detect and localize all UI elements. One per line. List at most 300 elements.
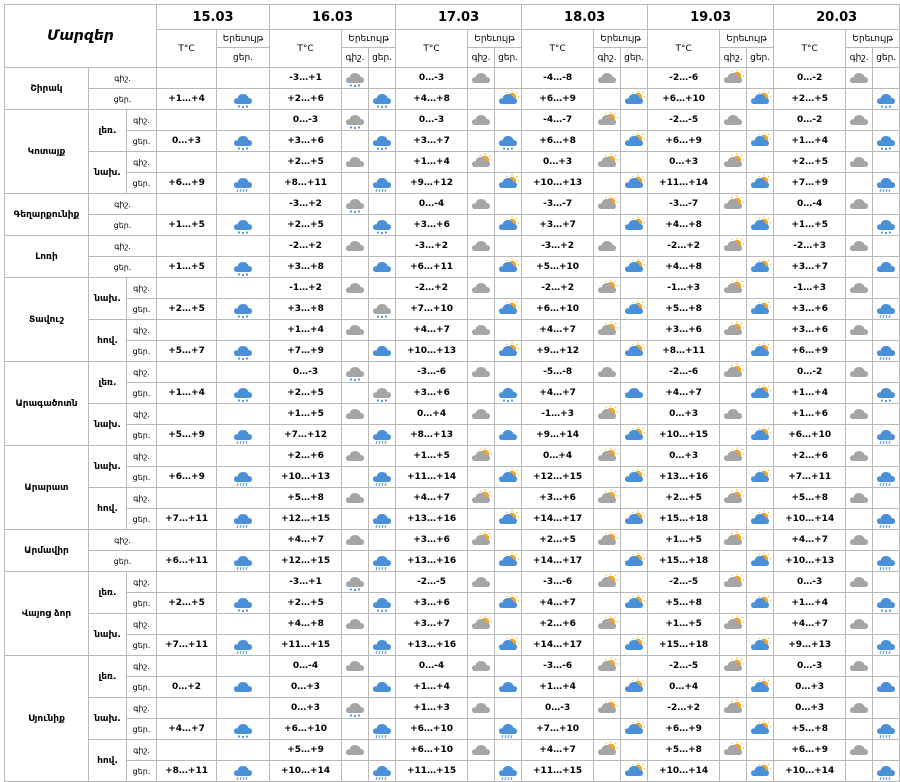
night-weather-icon <box>468 236 495 257</box>
temperature-cell: +2…+5 <box>774 89 846 110</box>
night-weather-icon <box>594 257 621 278</box>
day-weather-icon <box>495 719 522 740</box>
night-weather-icon <box>720 152 747 173</box>
day-weather-icon <box>747 320 774 341</box>
day-weather-icon <box>369 593 396 614</box>
temperature-cell <box>157 698 217 719</box>
temperature-cell: +8…+11 <box>648 341 720 362</box>
day-weather-icon <box>621 173 648 194</box>
subregion-name: նախ. <box>89 404 127 446</box>
time-of-day: գիշ. <box>89 68 157 89</box>
temperature-cell: +11…+15 <box>522 761 594 782</box>
time-of-day: ցեր. <box>127 509 157 530</box>
temperature-cell: +3…+6 <box>648 320 720 341</box>
day-weather-icon <box>873 509 900 530</box>
temperature-cell: -2…-5 <box>648 656 720 677</box>
temperature-cell: 0…-4 <box>774 194 846 215</box>
night-weather-icon <box>594 110 621 131</box>
temperature-cell <box>157 488 217 509</box>
day-weather-icon <box>621 509 648 530</box>
day-weather-icon <box>873 152 900 173</box>
temperature-cell: 0…+4 <box>522 446 594 467</box>
night-weather-icon <box>846 593 873 614</box>
temperature-cell <box>157 572 217 593</box>
day-weather-icon <box>747 509 774 530</box>
day-weather-icon <box>495 572 522 593</box>
night-weather-icon <box>342 530 369 551</box>
temperature-cell <box>157 110 217 131</box>
temperature-cell: +1…+4 <box>774 383 846 404</box>
day-header: ցեր. <box>217 48 270 68</box>
time-of-day: ցեր. <box>127 173 157 194</box>
region-name: Արմավիր <box>5 530 89 572</box>
table-row <box>5 257 900 278</box>
day-weather-icon <box>873 740 900 761</box>
table-row <box>5 299 900 320</box>
temperature-cell: +5…+7 <box>157 341 217 362</box>
day-weather-icon <box>495 656 522 677</box>
time-of-day: ցեր. <box>127 761 157 782</box>
night-weather-icon <box>342 761 369 782</box>
temperature-cell: +4…+7 <box>157 719 217 740</box>
temperature-cell: +6…+10 <box>774 425 846 446</box>
temp-header: T°C <box>648 30 720 68</box>
night-weather-icon <box>468 593 495 614</box>
temperature-cell: +6…+10 <box>522 299 594 320</box>
temperature-cell: 0…-4 <box>396 194 468 215</box>
night-weather-icon <box>720 299 747 320</box>
weather-icon <box>217 488 270 509</box>
night-weather-icon <box>468 341 495 362</box>
night-header: գիշ. <box>468 48 495 68</box>
day-weather-icon <box>369 530 396 551</box>
day-weather-icon <box>621 467 648 488</box>
day-weather-icon <box>369 425 396 446</box>
temperature-cell: 0…+3 <box>774 698 846 719</box>
day-weather-icon <box>873 362 900 383</box>
temperature-cell: +4…+7 <box>396 488 468 509</box>
temperature-cell: -3…-6 <box>522 656 594 677</box>
weather-icon <box>217 257 270 278</box>
temperature-cell: +13…+16 <box>396 551 468 572</box>
temperature-cell: +1…+3 <box>396 698 468 719</box>
temperature-cell: +9…+13 <box>774 635 846 656</box>
temperature-cell: +4…+8 <box>648 257 720 278</box>
temperature-cell: +4…+7 <box>396 320 468 341</box>
temperature-cell: +1…+5 <box>396 446 468 467</box>
table-row <box>5 656 900 677</box>
table-row <box>5 152 900 173</box>
temperature-cell: +4…+7 <box>774 614 846 635</box>
day-weather-icon <box>369 362 396 383</box>
weather-icon <box>217 761 270 782</box>
night-weather-icon <box>594 530 621 551</box>
night-weather-icon <box>342 257 369 278</box>
table-row <box>5 278 900 299</box>
night-weather-icon <box>846 551 873 572</box>
night-weather-icon <box>846 635 873 656</box>
day-weather-icon <box>873 89 900 110</box>
time-of-day: ցեր. <box>127 425 157 446</box>
time-of-day: գիշ. <box>127 362 157 383</box>
temperature-cell: -3…-7 <box>648 194 720 215</box>
night-weather-icon <box>846 89 873 110</box>
table-row <box>5 236 900 257</box>
day-weather-icon <box>873 215 900 236</box>
night-weather-icon <box>846 131 873 152</box>
day-weather-icon <box>621 404 648 425</box>
temperature-cell: -1…+2 <box>270 278 342 299</box>
night-weather-icon <box>846 257 873 278</box>
night-weather-icon <box>594 383 621 404</box>
night-weather-icon <box>720 173 747 194</box>
temperature-cell: +5…+9 <box>270 740 342 761</box>
night-weather-icon <box>846 740 873 761</box>
night-weather-icon <box>468 677 495 698</box>
subregion-name: լեռ. <box>89 362 127 404</box>
temperature-cell: -2…-5 <box>648 572 720 593</box>
night-weather-icon <box>720 131 747 152</box>
night-weather-icon <box>594 488 621 509</box>
weather-icon <box>217 320 270 341</box>
temperature-cell: +2…+5 <box>270 152 342 173</box>
night-weather-icon <box>594 362 621 383</box>
night-weather-icon <box>846 572 873 593</box>
day-weather-icon <box>873 698 900 719</box>
night-weather-icon <box>342 320 369 341</box>
night-weather-icon <box>846 467 873 488</box>
day-weather-icon <box>369 446 396 467</box>
temperature-cell: -2…+2 <box>396 278 468 299</box>
temperature-cell: +3…+6 <box>774 299 846 320</box>
night-weather-icon <box>468 488 495 509</box>
temperature-cell: +7…+10 <box>522 719 594 740</box>
night-weather-icon <box>594 215 621 236</box>
table-row <box>5 530 900 551</box>
night-weather-icon <box>468 278 495 299</box>
night-weather-icon <box>594 131 621 152</box>
day-weather-icon <box>747 257 774 278</box>
region-name: Տավուշ <box>5 278 89 362</box>
temperature-cell: +1…+4 <box>522 677 594 698</box>
temperature-cell: +8…+13 <box>396 425 468 446</box>
temperature-cell: +11…+14 <box>396 467 468 488</box>
day-weather-icon <box>621 257 648 278</box>
time-of-day: գիշ. <box>127 488 157 509</box>
day-weather-icon <box>873 131 900 152</box>
night-weather-icon <box>720 593 747 614</box>
temperature-cell: +1…+4 <box>774 593 846 614</box>
day-weather-icon <box>621 677 648 698</box>
time-of-day: ցեր. <box>127 299 157 320</box>
day-weather-icon <box>621 68 648 89</box>
table-row <box>5 593 900 614</box>
night-weather-icon <box>594 89 621 110</box>
day-weather-icon <box>873 257 900 278</box>
temperature-cell: +5…+8 <box>648 299 720 320</box>
region-name: Արարատ <box>5 446 89 530</box>
night-weather-icon <box>468 362 495 383</box>
day-weather-icon <box>873 299 900 320</box>
night-weather-icon <box>594 194 621 215</box>
table-row <box>5 551 900 572</box>
day-weather-icon <box>747 572 774 593</box>
time-of-day: գիշ. <box>127 698 157 719</box>
night-weather-icon <box>720 572 747 593</box>
night-weather-icon <box>846 488 873 509</box>
day-weather-icon <box>621 194 648 215</box>
temperature-cell: +1…+4 <box>396 152 468 173</box>
weather-icon <box>217 152 270 173</box>
temperature-cell: +10…+13 <box>774 551 846 572</box>
subregion-name: լեռ. <box>89 110 127 152</box>
weather-icon <box>217 362 270 383</box>
temperature-cell: +4…+8 <box>270 614 342 635</box>
subregion-name: նախ. <box>89 614 127 656</box>
day-weather-icon <box>873 614 900 635</box>
day-weather-icon <box>873 236 900 257</box>
date-header: 19.03 <box>648 5 774 30</box>
temperature-cell: +6…+11 <box>157 551 217 572</box>
temperature-cell: +13…+16 <box>648 467 720 488</box>
night-weather-icon <box>846 530 873 551</box>
day-weather-icon <box>495 677 522 698</box>
night-weather-icon <box>342 593 369 614</box>
night-weather-icon <box>342 131 369 152</box>
table-row <box>5 341 900 362</box>
night-weather-icon <box>594 425 621 446</box>
table-row <box>5 509 900 530</box>
time-of-day: գիշ. <box>127 656 157 677</box>
time-of-day: գիշ. <box>89 530 157 551</box>
night-weather-icon <box>720 656 747 677</box>
night-weather-icon <box>342 572 369 593</box>
temperature-cell: 0…-3 <box>270 362 342 383</box>
day-weather-icon <box>621 530 648 551</box>
day-weather-icon <box>495 152 522 173</box>
day-weather-icon <box>621 341 648 362</box>
temperature-cell: +1…+5 <box>157 257 217 278</box>
night-weather-icon <box>594 593 621 614</box>
temp-header: T°C <box>774 30 846 68</box>
subregion-name: նախ. <box>89 698 127 740</box>
temperature-cell: 0…-4 <box>270 656 342 677</box>
phenomenon-header: Երեւույթ <box>468 30 522 48</box>
night-header: գիշ. <box>846 48 873 68</box>
day-weather-icon <box>495 551 522 572</box>
weather-icon <box>217 194 270 215</box>
temperature-cell: +12…+15 <box>270 509 342 530</box>
night-weather-icon <box>342 110 369 131</box>
day-weather-icon <box>369 761 396 782</box>
phenomenon-header: Երեւույթ <box>720 30 774 48</box>
night-weather-icon <box>468 68 495 89</box>
night-weather-icon <box>468 614 495 635</box>
night-weather-icon <box>342 341 369 362</box>
day-weather-icon <box>495 635 522 656</box>
temperature-cell: +10…+13 <box>270 467 342 488</box>
day-weather-icon <box>621 761 648 782</box>
day-weather-icon <box>495 383 522 404</box>
temperature-cell: +4…+8 <box>648 215 720 236</box>
day-weather-icon <box>747 278 774 299</box>
temperature-cell: +3…+8 <box>270 299 342 320</box>
temperature-cell: -2…+2 <box>648 236 720 257</box>
night-weather-icon <box>342 236 369 257</box>
date-header: 17.03 <box>396 5 522 30</box>
day-weather-icon <box>369 656 396 677</box>
temperature-cell: +11…+15 <box>270 635 342 656</box>
night-weather-icon <box>468 551 495 572</box>
night-weather-icon <box>594 236 621 257</box>
time-of-day: ցեր. <box>127 131 157 152</box>
night-weather-icon <box>720 257 747 278</box>
night-weather-icon <box>846 383 873 404</box>
day-weather-icon <box>369 194 396 215</box>
temperature-cell: +1…+4 <box>157 383 217 404</box>
temperature-cell: +9…+12 <box>396 173 468 194</box>
day-weather-icon <box>369 278 396 299</box>
day-weather-icon <box>747 194 774 215</box>
temperature-cell: +14…+17 <box>522 551 594 572</box>
table-row <box>5 173 900 194</box>
night-weather-icon <box>846 110 873 131</box>
night-weather-icon <box>720 446 747 467</box>
day-weather-icon <box>747 656 774 677</box>
day-weather-icon <box>495 173 522 194</box>
day-weather-icon <box>495 467 522 488</box>
temperature-cell: 0…+3 <box>270 677 342 698</box>
day-weather-icon <box>621 215 648 236</box>
time-of-day: գիշ. <box>127 320 157 341</box>
day-weather-icon <box>369 320 396 341</box>
temperature-cell: +2…+6 <box>270 446 342 467</box>
night-weather-icon <box>720 320 747 341</box>
day-weather-icon <box>873 635 900 656</box>
night-weather-icon <box>342 740 369 761</box>
night-weather-icon <box>720 614 747 635</box>
time-of-day: ցեր. <box>89 551 157 572</box>
day-weather-icon <box>621 572 648 593</box>
night-weather-icon <box>846 404 873 425</box>
night-weather-icon <box>846 194 873 215</box>
weather-icon <box>217 215 270 236</box>
night-weather-icon <box>468 425 495 446</box>
temperature-cell: +3…+7 <box>396 614 468 635</box>
day-weather-icon <box>369 551 396 572</box>
temperature-cell: +5…+9 <box>157 425 217 446</box>
night-weather-icon <box>720 635 747 656</box>
day-weather-icon <box>369 509 396 530</box>
weather-icon <box>217 110 270 131</box>
temperature-cell: +12…+15 <box>270 551 342 572</box>
temperature-cell <box>157 194 217 215</box>
night-weather-icon <box>342 173 369 194</box>
region-name: Վայոց ձոր <box>5 572 89 656</box>
night-weather-icon <box>594 404 621 425</box>
table-row <box>5 614 900 635</box>
night-weather-icon <box>468 467 495 488</box>
temperature-cell: 0…+3 <box>648 152 720 173</box>
night-weather-icon <box>846 299 873 320</box>
region-name: Լոռի <box>5 236 89 278</box>
night-weather-icon <box>468 131 495 152</box>
temperature-cell: +6…+11 <box>396 257 468 278</box>
time-of-day: ցեր. <box>127 467 157 488</box>
night-weather-icon <box>846 215 873 236</box>
night-weather-icon <box>342 635 369 656</box>
day-weather-icon <box>495 215 522 236</box>
temperature-cell: +2…+5 <box>648 488 720 509</box>
table-row <box>5 89 900 110</box>
day-header: ցեր. <box>495 48 522 68</box>
night-weather-icon <box>846 446 873 467</box>
weather-icon <box>217 299 270 320</box>
temperature-cell: +6…+9 <box>648 131 720 152</box>
temperature-cell: 0…+3 <box>774 677 846 698</box>
temp-header: T°C <box>522 30 594 68</box>
temperature-cell: +2…+5 <box>522 530 594 551</box>
table-row <box>5 362 900 383</box>
temperature-cell: +6…+10 <box>396 719 468 740</box>
night-weather-icon <box>594 677 621 698</box>
temperature-cell: +6…+9 <box>648 719 720 740</box>
day-weather-icon <box>747 68 774 89</box>
region-name: Արագածոտն <box>5 362 89 446</box>
time-of-day: գիշ. <box>127 152 157 173</box>
temperature-cell: 0…-2 <box>774 362 846 383</box>
day-weather-icon <box>369 299 396 320</box>
temp-header: T°C <box>270 30 342 68</box>
table-row <box>5 194 900 215</box>
night-weather-icon <box>342 614 369 635</box>
temperature-cell: 0…+2 <box>157 677 217 698</box>
temperature-cell: -3…-7 <box>522 194 594 215</box>
temperature-cell: +6…+9 <box>157 173 217 194</box>
day-weather-icon <box>873 488 900 509</box>
night-weather-icon <box>720 383 747 404</box>
day-weather-icon <box>369 635 396 656</box>
day-weather-icon <box>873 761 900 782</box>
temperature-cell: +11…+15 <box>396 761 468 782</box>
day-weather-icon <box>747 530 774 551</box>
day-weather-icon <box>621 488 648 509</box>
night-weather-icon <box>846 152 873 173</box>
weather-icon <box>217 341 270 362</box>
temperature-cell: +7…+11 <box>157 509 217 530</box>
day-weather-icon <box>495 530 522 551</box>
temperature-cell: 0…+3 <box>648 446 720 467</box>
temperature-cell: 0…+4 <box>396 404 468 425</box>
date-header: 18.03 <box>522 5 648 30</box>
day-weather-icon <box>621 383 648 404</box>
night-weather-icon <box>594 341 621 362</box>
temperature-cell: +3…+6 <box>396 215 468 236</box>
table-row <box>5 572 900 593</box>
phenomenon-header: Երեւույթ <box>594 30 648 48</box>
night-weather-icon <box>594 320 621 341</box>
subregion-name: հով. <box>89 488 127 530</box>
table-row <box>5 383 900 404</box>
night-weather-icon <box>720 698 747 719</box>
night-weather-icon <box>342 68 369 89</box>
night-weather-icon <box>720 215 747 236</box>
night-weather-icon <box>342 362 369 383</box>
day-header: ցեր. <box>873 48 900 68</box>
day-weather-icon <box>747 383 774 404</box>
temperature-cell: +2…+5 <box>157 299 217 320</box>
weather-icon <box>217 425 270 446</box>
